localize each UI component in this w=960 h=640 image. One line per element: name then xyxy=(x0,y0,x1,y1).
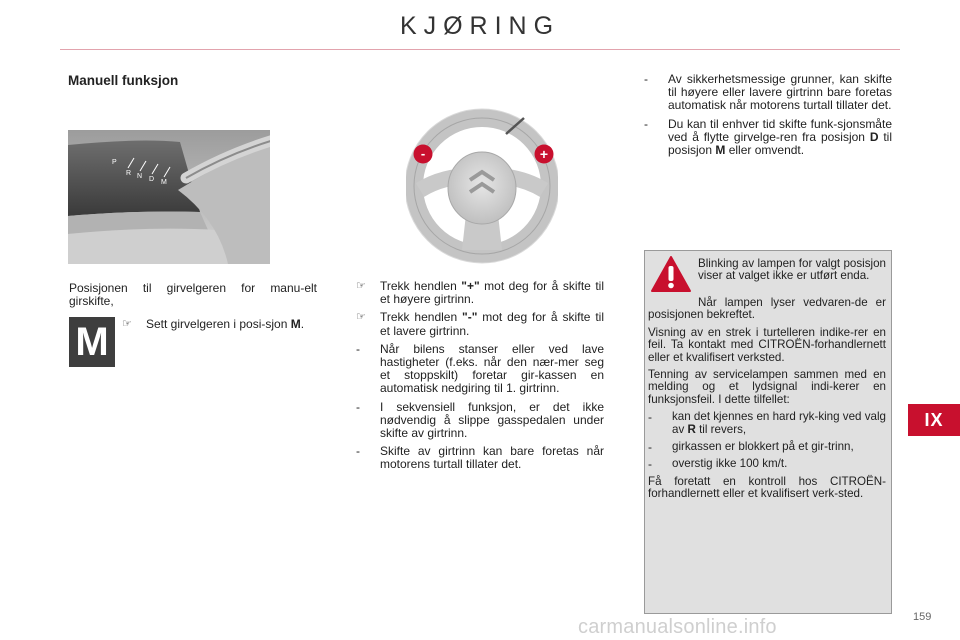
title-divider xyxy=(60,49,900,50)
list-item: ☞ Trekk hendlen "-" mot deg for å skifte til et lavere girtrinn. xyxy=(356,310,604,338)
instruction-item: ☞ Sett girvelgeren i posi-sjon M. xyxy=(122,317,305,331)
section-heading: Manuell funksjon xyxy=(68,73,179,88)
list-item: - Når bilens stanser eller ved lave hastigheter (f.eks. når den nær-mer seg et stoppskilt) foretar gir-kassen en automatisk nedgiring til 1. girtrinn. xyxy=(356,341,604,396)
watermark: carmanualsonline.info xyxy=(578,616,777,638)
gear-letter-p: P xyxy=(112,159,117,166)
middle-column xyxy=(356,280,604,477)
list-item: ☞ Trekk hendlen "+" mot deg for å skifte til et høyere girtrinn. xyxy=(356,279,604,307)
list-item: - Skifte av girtrinn kan bare foretas når motorens turtall tillater det. xyxy=(356,444,604,472)
list-item: - Av sikkerhetsmessige grunner, kan skifte til høyere eller lavere girtrinn bare foretas automatisk når motorens turtall tillater det. xyxy=(644,72,892,113)
intro-text: Posisjonen til girvelgeren for manu-elt girskifte, xyxy=(69,281,317,309)
list-item: - overstig ikke 100 km/t. xyxy=(648,457,788,472)
warning-paragraph: Visning av en strek i turtelleren indike-rer en feil. Ta kontakt med CITROËN-forhandlernett eller et kvalifisert verksted. xyxy=(648,325,886,364)
steering-wheel-figure xyxy=(406,104,558,264)
svg-text:+: + xyxy=(539,146,549,162)
list-item: - Du kan til enhver tid skifte funk-sjonsmåte ved å flytte girvelge-ren fra posisjon D til posisjon M eller omvendt. xyxy=(644,116,893,158)
pointing-hand-icon: ☞ xyxy=(356,280,366,292)
chapter-tab: IX xyxy=(908,404,960,436)
gear-letter-r: R xyxy=(126,170,132,177)
list-item: - kan det kjennes en hard ryk-king ved valg av R til revers, xyxy=(648,410,886,436)
warning-paragraph: Tenning av servicelampen sammen med en melding og et lydsignal indi-kerer en funksjonsfeil. I dette tilfellet: xyxy=(648,368,886,406)
page-title: KJØRING xyxy=(399,12,561,40)
gear-m-icon: M xyxy=(69,317,115,367)
minus-paddle-icon xyxy=(414,145,433,164)
svg-text:-: - xyxy=(420,146,426,161)
gear-letter-n: N xyxy=(137,173,143,180)
list-item: - I sekvensiell funksjon, er det ikke nødvendig å slippe gasspedalen under skifte av girtrinn. xyxy=(356,399,604,441)
plus-paddle-icon xyxy=(535,145,554,164)
gear-selector-figure xyxy=(68,130,270,264)
warning-text xyxy=(648,297,886,506)
page-number: 159 xyxy=(913,611,932,623)
gear-letter-m: M xyxy=(161,179,167,186)
right-column xyxy=(644,73,892,162)
list-item: - girkassen er blokkert på et gir-trinn, xyxy=(648,440,854,455)
warning-icon xyxy=(650,255,692,293)
pointing-hand-icon: ☞ xyxy=(356,311,366,324)
pointing-hand-icon: ☞ xyxy=(122,318,132,330)
warning-paragraph: Blinking av lampen for valgt posisjon viser at valget ikke er utført enda. xyxy=(698,257,886,283)
gear-letter-d: D xyxy=(149,176,155,183)
warning-paragraph: Få foretatt en kontroll hos CITROËN-forhandlernett eller et kvalifisert verk-sted. xyxy=(648,474,886,501)
warning-text-top xyxy=(698,258,886,288)
warning-paragraph: Når lampen lyser vedvaren-de er posisjonen bekreftet. xyxy=(648,296,886,322)
